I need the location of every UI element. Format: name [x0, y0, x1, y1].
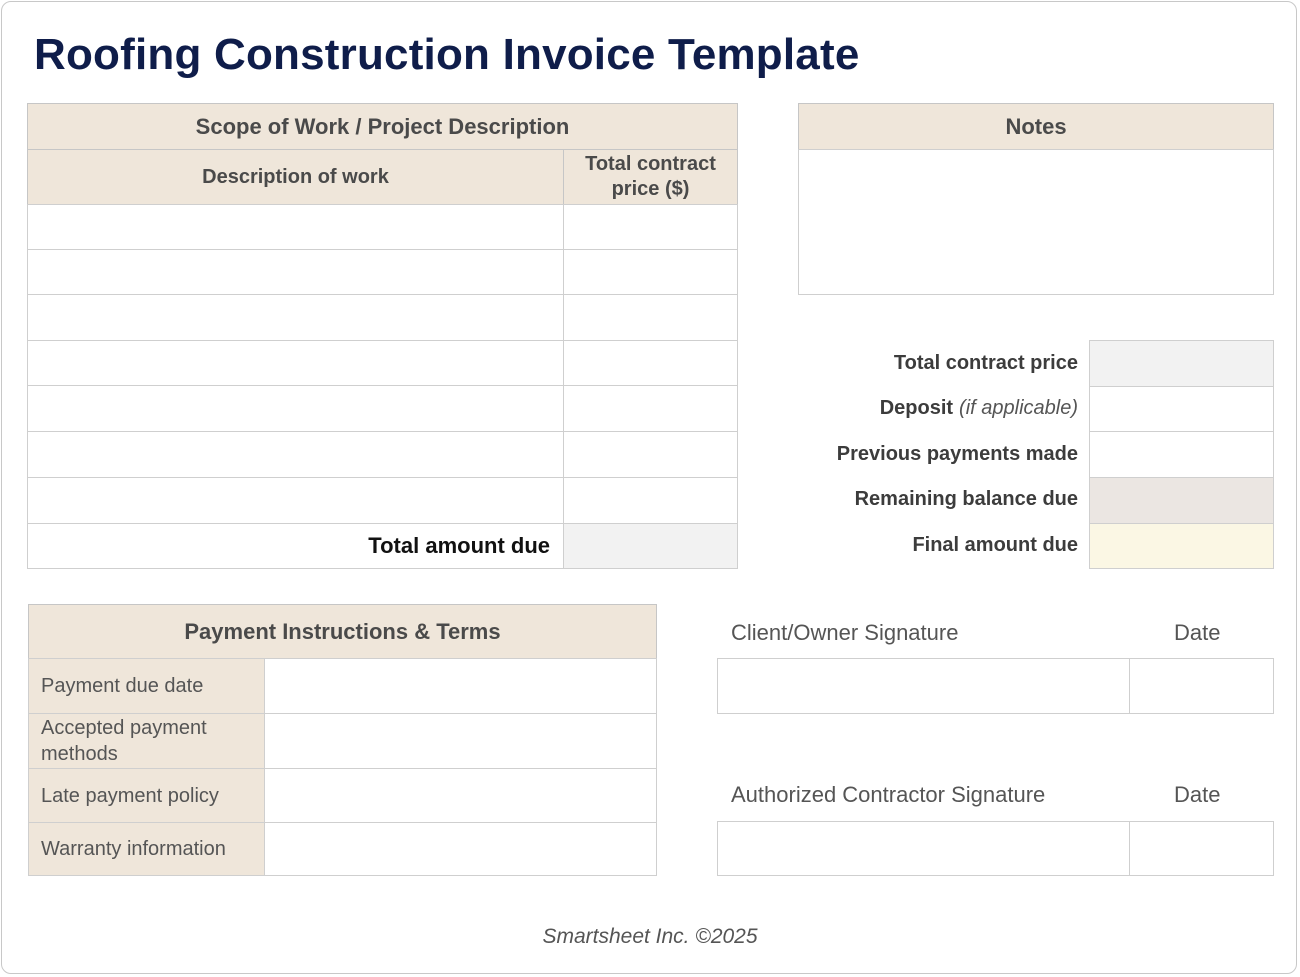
page-title: Roofing Construction Invoice Template	[34, 30, 860, 79]
summary-remaining-balance-label: Remaining balance due	[854, 488, 1078, 510]
client-signature-label: Client/Owner Signature	[731, 620, 959, 645]
col-price-header	[563, 149, 738, 205]
client-date-field[interactable]	[1129, 658, 1274, 714]
summary-total-contract-value[interactable]	[1089, 340, 1274, 387]
summary-previous-payments-value[interactable]	[1089, 431, 1274, 478]
summary-total-contract-label: Total contract price	[893, 352, 1078, 374]
scope-desc-cell[interactable]	[27, 204, 564, 250]
warranty-information-label: Warranty information	[28, 822, 265, 876]
summary-deposit-label: Deposit (if applicable)	[879, 397, 1078, 419]
warranty-information-field[interactable]	[264, 822, 657, 876]
payment-due-date-field[interactable]	[264, 658, 657, 714]
col-description-text: Description of work	[202, 165, 389, 188]
summary-final-amount-value[interactable]	[1089, 523, 1274, 569]
scope-price-cell[interactable]	[563, 249, 738, 295]
summary-deposit-value[interactable]	[1089, 386, 1274, 432]
payment-due-date-label: Payment due date	[28, 658, 265, 714]
payment-header	[28, 604, 657, 659]
contractor-date-label: Date	[1174, 782, 1221, 807]
scope-desc-cell[interactable]	[27, 477, 564, 524]
contractor-signature-field[interactable]	[717, 821, 1130, 876]
late-payment-policy-label: Late payment policy	[28, 768, 265, 823]
payment-header-text: Payment Instructions & Terms	[184, 618, 501, 644]
scope-desc-cell[interactable]	[27, 431, 564, 478]
late-payment-policy-field[interactable]	[264, 768, 657, 823]
client-signature-field[interactable]	[717, 658, 1130, 714]
total-amount-label: Total amount due	[368, 533, 550, 558]
summary-previous-payments-label: Previous payments made	[836, 443, 1078, 465]
summary-remaining-balance-value[interactable]	[1089, 477, 1274, 524]
contractor-date-field[interactable]	[1129, 821, 1274, 876]
scope-price-cell[interactable]	[563, 204, 738, 250]
client-date-label: Date	[1174, 620, 1221, 645]
accepted-payment-methods-field[interactable]	[264, 713, 657, 769]
deposit-note: (if applicable)	[959, 397, 1078, 419]
total-amount-label-cell	[27, 523, 564, 569]
col-description-header	[27, 149, 564, 205]
notes-header-text: Notes	[1005, 113, 1067, 139]
scope-header	[27, 103, 738, 150]
notes-field[interactable]	[798, 149, 1274, 295]
scope-desc-cell[interactable]	[27, 249, 564, 295]
col-price-text: Total contract price ($)	[585, 153, 716, 200]
scope-desc-cell[interactable]	[27, 385, 564, 432]
footer-copyright: Smartsheet Inc. ©2025	[542, 925, 758, 948]
contractor-signature-label: Authorized Contractor Signature	[731, 782, 1046, 807]
summary-final-amount-label: Final amount due	[912, 534, 1078, 556]
scope-desc-cell[interactable]	[27, 340, 564, 386]
scope-header-text: Scope of Work / Project Description	[195, 113, 570, 139]
scope-price-cell[interactable]	[563, 294, 738, 341]
scope-desc-cell[interactable]	[27, 294, 564, 341]
notes-header	[798, 103, 1274, 150]
accepted-payment-methods-label: Accepted payment methods	[28, 713, 265, 769]
